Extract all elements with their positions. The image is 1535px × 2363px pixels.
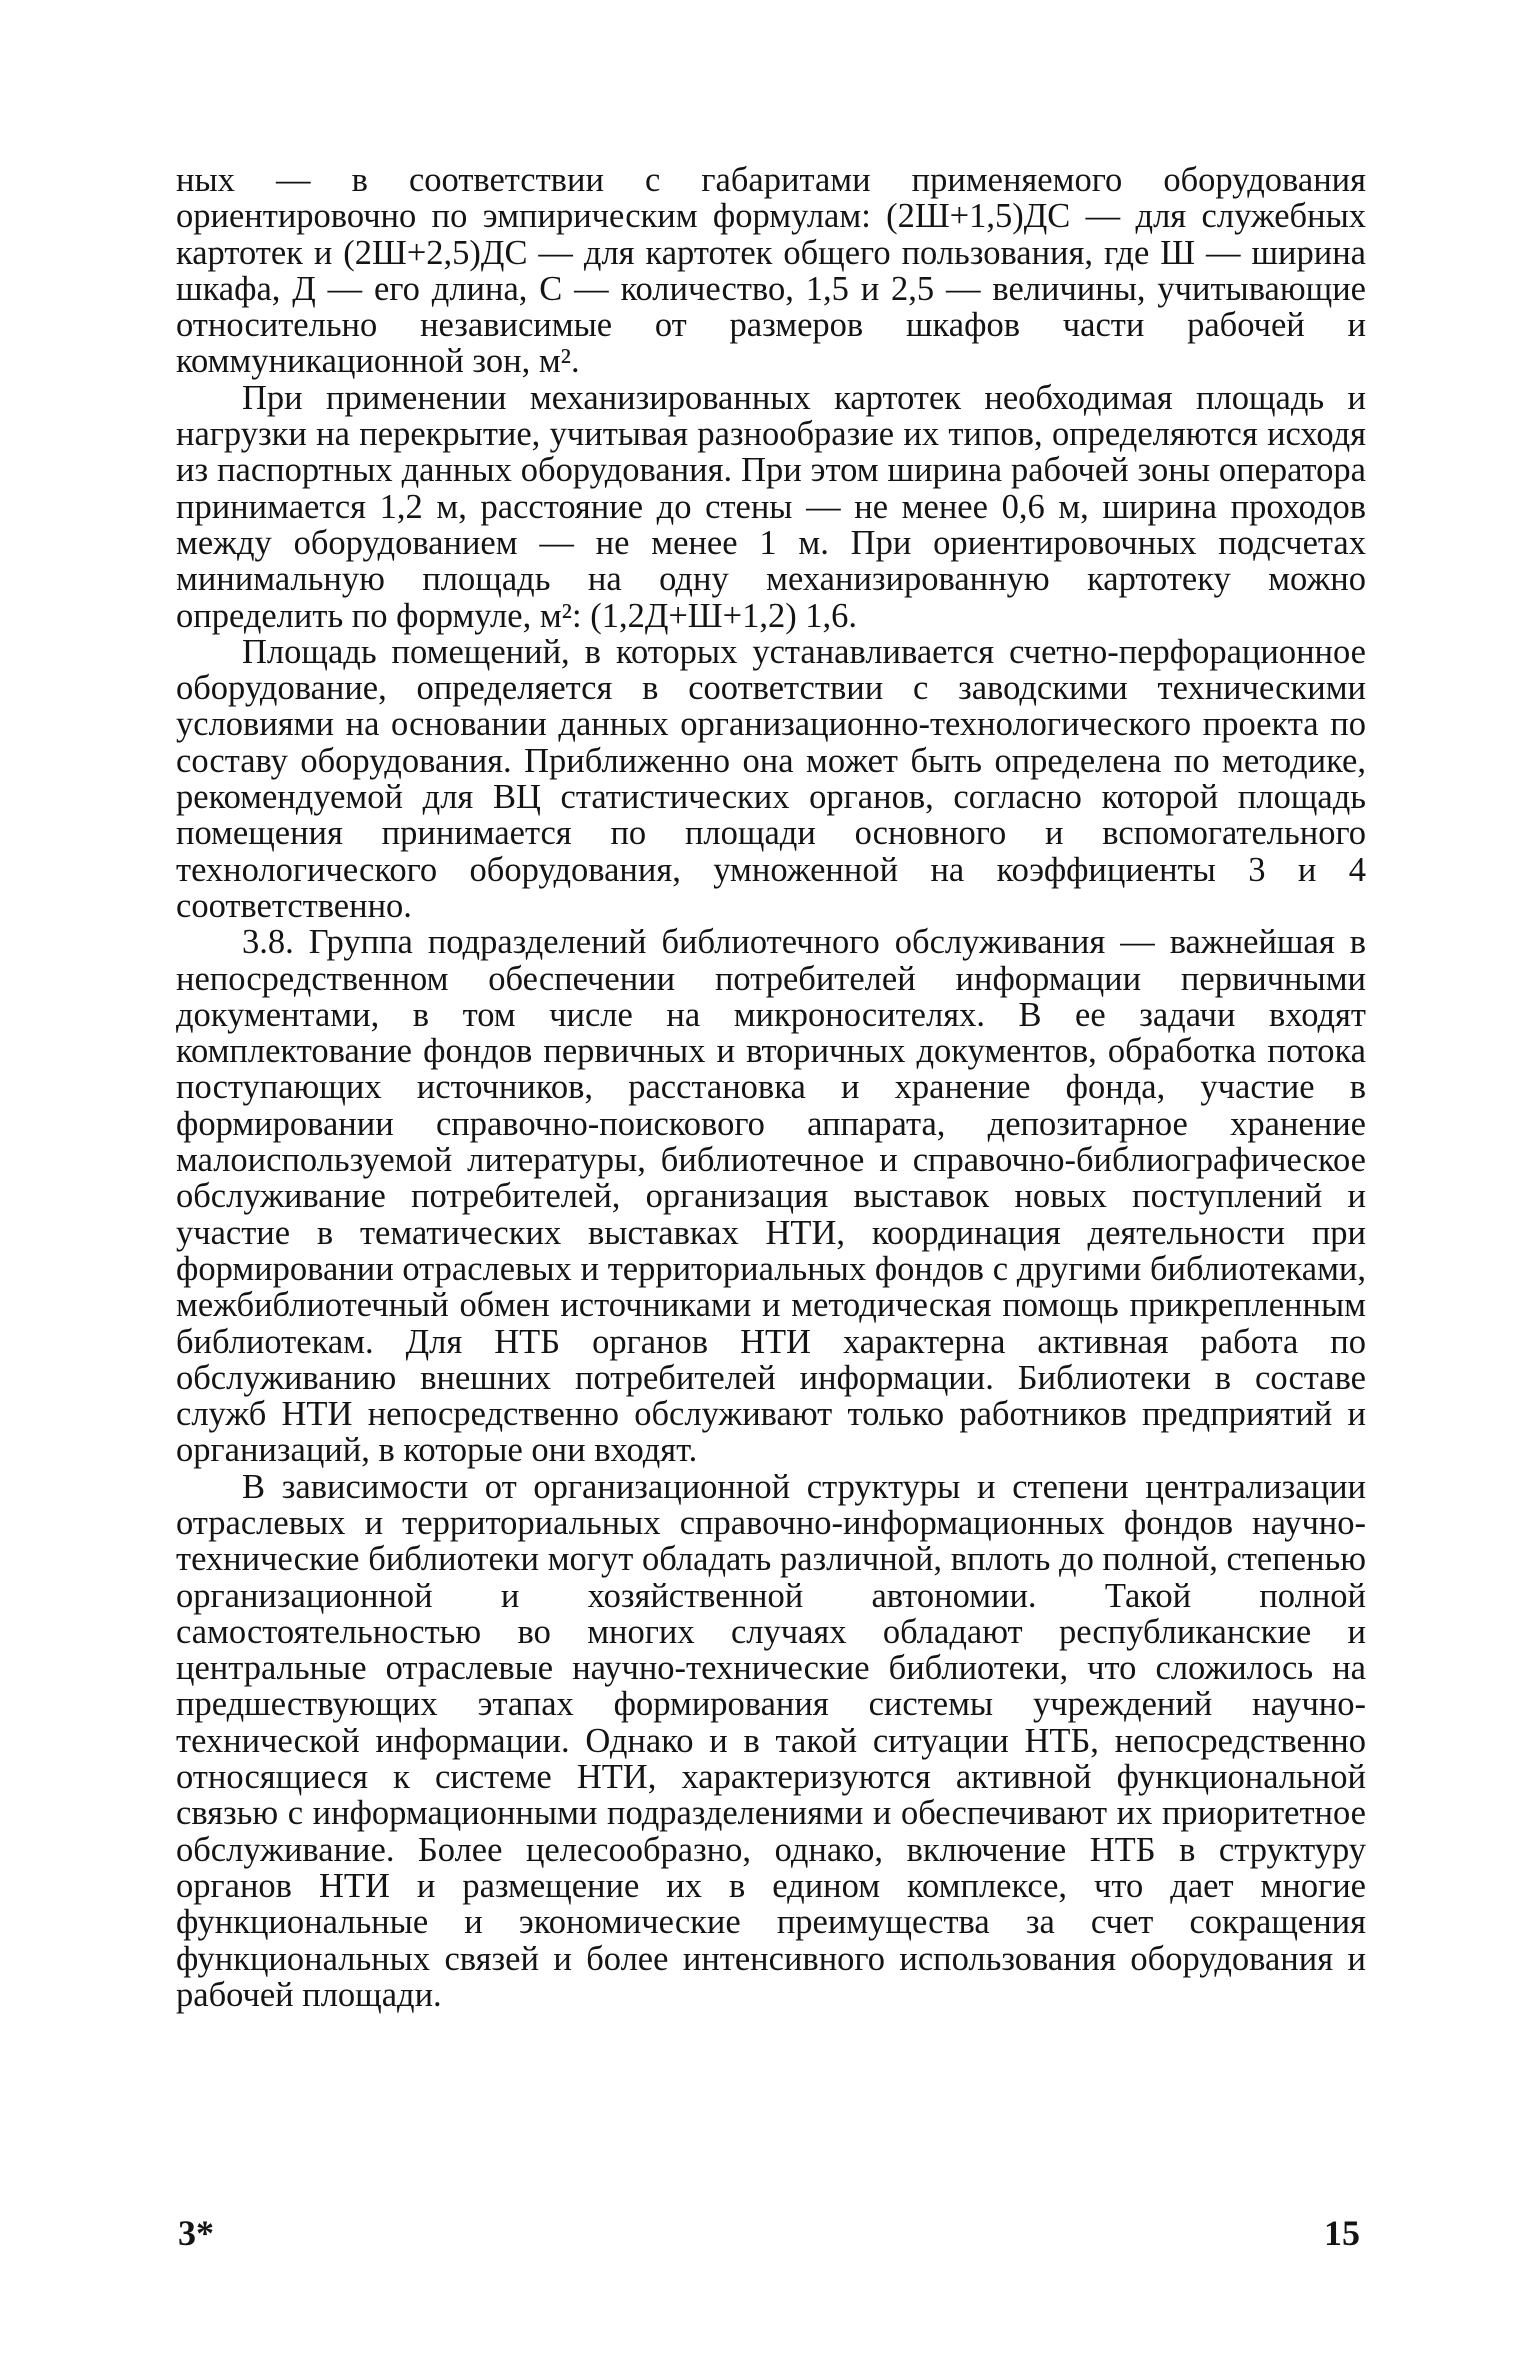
- paragraph-1: ных — в соответствии с габаритами применяемого оборудования ориентировочно по эмпирическим формулам: (2Ш+1,5)ДС — для служебных картотек и (2Ш+2,5)ДС — для картотек общего пользования, где Ш — ширина шкафа, Д — его длина, С — количество, 1,5 и 2,5 — величины, учитывающие относительно независимые от размеров шкафов части рабочей и коммуникационной зон, м².: [176, 161, 1366, 381]
- page-number: 15: [1324, 2213, 1360, 2253]
- paragraph-5: В зависимости от организационной структуры и степени централизации отраслевых и территориальных справочно-информационных фондов научно-технические библиотеки могут обладать различной, вплоть до полной, степенью организационной и хозяйственной автономии. Такой полной самостоятельностью во многих случаях обладают республиканские и центральные отраслевые научно-технические библиотеки, что сложилось на предшествующих этапах формирования системы учреждений научно-технической информации. Однако и в такой ситуации НТБ, непосредственно относящиеся к системе НТИ, характеризуются активной функциональной связью с информационными подразделениями и обеспечивают их приоритетное обслуживание. Более целесообразно, однако, включение НТБ в структуру органов НТИ и размещение их в едином комплексе, что дает многие функциональные и экономические преимущества за счет сокращения функциональных связей и более интенсивного использования оборудования и рабочей площади.: [176, 1467, 1366, 2014]
- paragraph-4: 3.8. Группа подразделений библиотечного обслуживания — важнейшая в непосредственном обеспечении потребителей информации первичными документами, в том числе на микроносителях. В ее задачи входят комплектование фондов первичных и вторичных документов, обработка потока поступающих источников, расстановка и хранение фонда, участие в формировании справочно-поискового аппарата, депозитарное хранение малоиспользуемой литературы, библиотечное и справочно-библиографическое обслуживание потребителей, организация выставок новых поступлений и участие в тематических выставках НТИ, координация деятельности при формировании отраслевых и территориальных фондов с другими библиотеками, межбиблиотечный обмен источниками и методическая помощь прикрепленным библиотекам. Для НТБ органов НТИ характерна активная работа по обслуживанию внешних потребителей информации. Библиотеки в составе служб НТИ непосредственно обслуживают только работников предприятий и организаций, в которые они входят.: [176, 923, 1366, 1470]
- paragraph-3: Площадь помещений, в которых устанавливается счетно-перфорационное оборудование, определяется в соответствии с заводскими техническими условиями на основании данных организационно-технологического проекта по составу оборудования. Приближенно она может быть определена по методике, рекомендуемой для ВЦ статистических органов, согласно которой площадь помещения принимается по площади основного и вспомогательного технологического оборудования, умноженной на коэффициенты 3 и 4 соответственно.: [176, 632, 1366, 925]
- paragraph-2: При применении механизированных картотек необходимая площадь и нагрузки на перекрытие, учитывая разнообразие их типов, определяются исходя из паспортных данных оборудования. При этом ширина рабочей зоны оператора принимается 1,2 м, расстояние до стены — не менее 0,6 м, ширина проходов между оборудованием — не менее 1 м. При ориентировочных подсчетах минимальную площадь на одну механизированную картотеку можно определить по формуле, м²: (1,2Д+Ш+1,2) 1,6.: [176, 378, 1366, 635]
- signature-mark: 3*: [178, 2213, 214, 2253]
- body-text: [176, 162, 1366, 2013]
